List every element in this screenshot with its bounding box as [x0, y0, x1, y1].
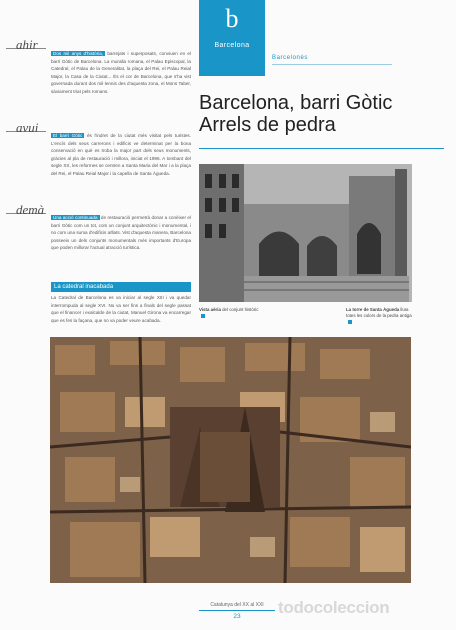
footer-publication: Catalunya del XX al XXI — [210, 602, 264, 608]
caption-tower — [346, 307, 416, 325]
caption-aerial — [199, 307, 259, 319]
caption-tower-bold: La torre de Santa Àgueda — [346, 307, 400, 312]
sub-divider — [272, 64, 392, 65]
title-line-1: Barcelona, barri Gòtic — [199, 92, 393, 114]
margin-word-dema: demà — [16, 202, 45, 217]
caption-aerial-text: del conjunt històric — [220, 307, 259, 312]
sidebar-box-title: La catedral inacabada — [51, 282, 191, 292]
section-ahir — [51, 50, 191, 96]
title-line-2: Arrels de pedra — [199, 114, 336, 136]
square-bullet-icon — [348, 320, 352, 324]
paragraph: és l'indret de la ciutat més visitat pels turistes. L'encís dels seus carrerons i edificis ve determinat per la bona conservació en què es troba la major part dels seus monuments, gràcies al pla de restauració i millora, iniciat el 1996. A tombant del segle XX, les reformes se centren a Santa Maria del Mar i a la plaça del Rei, el Palau Reial Major i la capella de Santa Àgueda. — [51, 133, 191, 176]
lead-highlight: El barri Gòtic — [53, 133, 83, 138]
paragraph: de restauració permetrà donar a conèixer el barri Gòtic com un tot, com un conjunt arquitectònic i monumental, i no com una suma d'edificis aïllats. Vist d'aquesta manera, Barcelona posseeix un dels conjunts monumentals més importants d'Europa que poden millorar l'actual atracció turística. — [51, 215, 191, 251]
watermark: todocoleccion — [278, 598, 390, 617]
sub-label: Barcelonès — [272, 55, 309, 61]
aerial-photo-graphic — [50, 337, 411, 583]
page-number: 23 — [233, 613, 241, 620]
section-avui — [51, 132, 191, 178]
sidebar-box-body: La Catedral de Barcelona es va iniciar al segle XIII i va quedar interrompuda al segle XVI. No va ser fins a finals del segle passat que el financer i exalcalde de la ciutat, Manuel Girona va encarregar que es fes la façana, que no va poder veure acabada. — [51, 295, 191, 323]
caption-aerial-bold: Vista aèria — [199, 307, 221, 312]
page-title — [199, 92, 449, 136]
caption-tower-text: lluïa totes les colors de la pedra antiga — [346, 307, 412, 318]
margin-word-avui: avui — [16, 120, 39, 135]
tab-label: Barcelona — [214, 42, 250, 49]
lead-highlight: Dos mil anys d'història, — [53, 51, 104, 56]
tower-photo-graphic — [199, 164, 412, 302]
section-dema — [51, 214, 191, 252]
title-divider — [199, 148, 444, 149]
margin-word-ahir: ahir — [16, 37, 38, 52]
footer-divider — [199, 610, 275, 611]
section-tab — [199, 0, 265, 76]
photo-tower — [199, 164, 412, 302]
paragraph: barrejats i superposats, conviuen en el barri Gòtic de Barcelona. La muralla romana, el Palau Episcopal, la Catedral, el Palau de la Generalitat, la plaça del Rei, el Palau Reial Major, la Casa de la Ciutat... És el cor de Barcelona, que s'ha vist governada durant dos mil·lennis des d'aquesta zona, el Mons Taber, sàviament triat pels romans. — [51, 51, 191, 94]
lead-highlight: Una acció continuada — [53, 215, 98, 220]
tab-letter: b — [225, 4, 239, 33]
square-bullet-icon — [201, 314, 205, 318]
photo-aerial — [50, 337, 411, 583]
